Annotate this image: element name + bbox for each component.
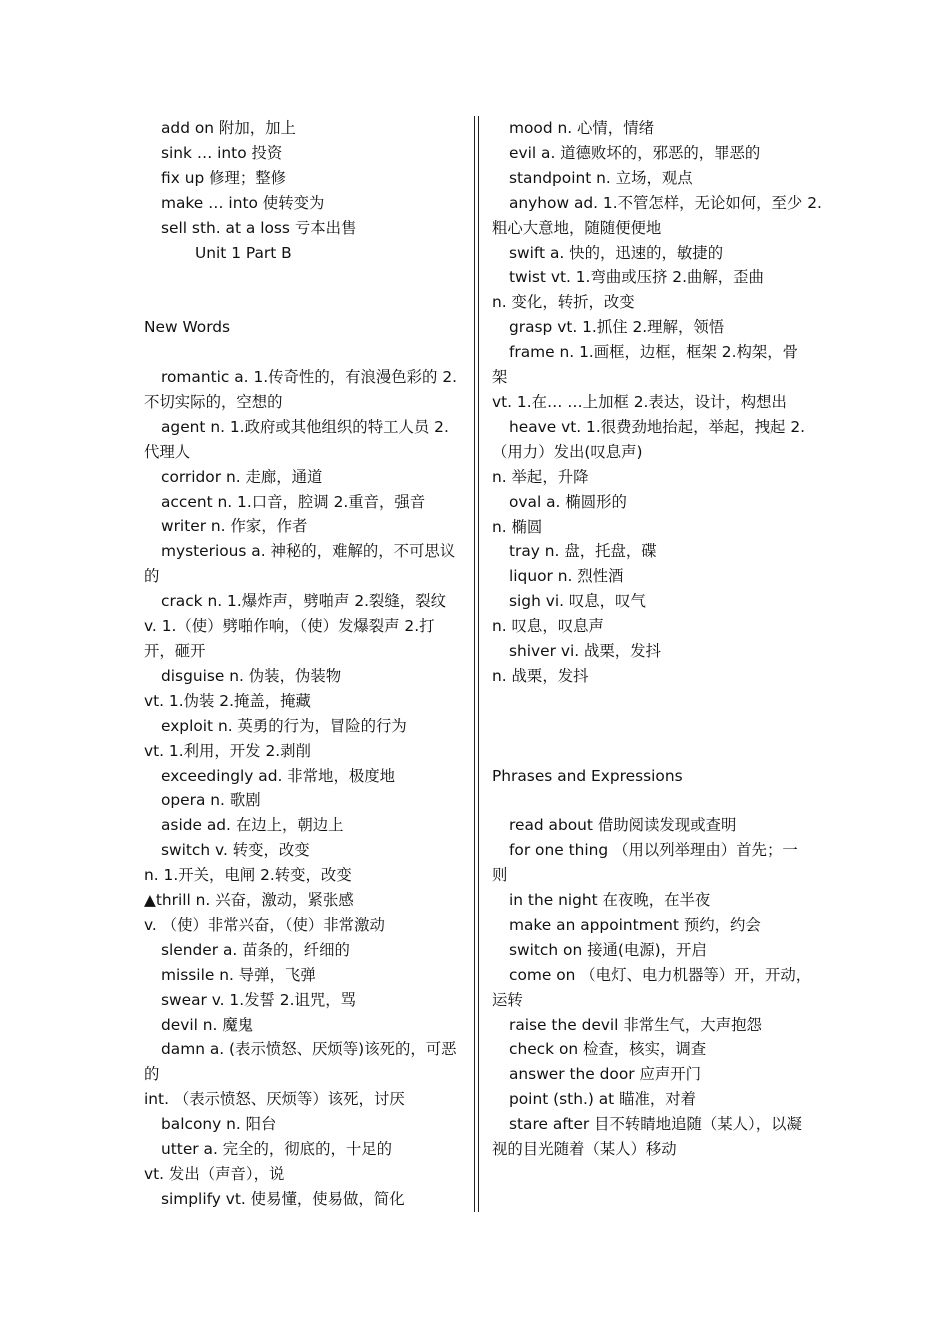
text-line: switch on 接通(电源)，开启 <box>509 940 707 959</box>
text-line: New Words <box>144 318 231 337</box>
text-line: 架 <box>492 368 508 387</box>
text-line: heave vt. 1.很费劲地抬起，举起，拽起 2. <box>509 417 805 436</box>
text-line: vt. 1.利用，开发 2.剥削 <box>144 741 311 760</box>
text-line: in the night 在夜晚，在半夜 <box>509 891 711 910</box>
blank-line <box>144 265 462 290</box>
text-line: romantic a. 1.传奇性的，有浪漫色彩的 2. <box>161 368 458 387</box>
text-line: anyhow ad. 1.不管怎样，无论如何，至少 2. <box>509 193 822 212</box>
text-line: 则 <box>492 866 508 885</box>
text-line: check on 检查，核实，调查 <box>509 1040 707 1059</box>
blank-line <box>492 689 814 714</box>
text-line: liquor n. 烈性酒 <box>509 567 624 586</box>
text-line: frame n. 1.画框，边框，框架 2.构架，骨 <box>509 343 799 362</box>
text-line: aside ad. 在边上，朝边上 <box>161 816 344 835</box>
text-line: damn a. (表示愤怒、厌烦等)该死的，可恶 <box>161 1040 457 1059</box>
text-line: vt. 1.在… …上加框 2.表达，设计，构想出 <box>492 392 787 411</box>
text-line: read about 借助阅读发现或查明 <box>509 816 737 835</box>
text-line: for one thing （用以列举理由）首先；一 <box>509 841 798 860</box>
text-line: missile n. 导弹，飞弹 <box>161 965 316 984</box>
text-line: raise the devil 非常生气，大声抱怨 <box>509 1015 762 1034</box>
text-line: n. 举起，升降 <box>492 467 589 486</box>
text-line: 的 <box>144 1065 160 1084</box>
blank-line <box>492 714 814 739</box>
text-line: vt. 1.伪装 2.掩盖，掩藏 <box>144 691 311 710</box>
text-line: answer the door 应声开门 <box>509 1065 702 1084</box>
blank-line <box>144 290 462 315</box>
text-line: ▲thrill n. 兴奋，激动，紧张感 <box>144 891 354 910</box>
text-line: n. 椭圆 <box>492 517 543 536</box>
text-line: n. 变化，转折，改变 <box>492 293 635 312</box>
text-line: exceedingly ad. 非常地，极度地 <box>161 766 396 785</box>
text-line: n. 1.开关，电闸 2.转变，改变 <box>144 866 352 885</box>
column-divider <box>474 116 475 1212</box>
text-line: oval a. 椭圆形的 <box>509 492 627 511</box>
text-line: disguise n. 伪装，伪装物 <box>161 666 342 685</box>
text-line: twist vt. 1.弯曲或压挤 2.曲解，歪曲 <box>509 268 764 287</box>
text-line: crack n. 1.爆炸声，劈啪声 2.裂缝，裂纹 <box>161 592 446 611</box>
text-line: evil a. 道德败坏的，邪恶的，罪恶的 <box>509 143 761 162</box>
left-column <box>144 116 462 1212</box>
text-line: tray n. 盘，托盘，碟 <box>509 542 657 561</box>
text-line: n. 叹息，叹息声 <box>492 617 604 636</box>
text-line: mood n. 心情，情绪 <box>509 119 654 137</box>
text-line: v. 1.（使）劈啪作响，（使）发爆裂声 2.打 <box>144 617 435 636</box>
text-line: agent n. 1.政府或其他组织的特工人员 2. <box>161 417 449 436</box>
text-line: sink … into 投资 <box>161 143 283 162</box>
column-divider <box>478 116 479 1212</box>
text-line: 运转 <box>492 990 523 1009</box>
text-line: 不切实际的，空想的 <box>144 392 283 411</box>
text-line: opera n. 歌剧 <box>161 791 261 810</box>
text-line: fix up 修理；整修 <box>161 168 287 187</box>
text-line: 开，砸开 <box>144 641 206 660</box>
text-line: standpoint n. 立场，观点 <box>509 168 693 187</box>
right-column <box>492 116 822 1162</box>
text-line: point (sth.) at 瞄准，对着 <box>509 1090 697 1109</box>
blank-line <box>492 788 814 813</box>
text-line: 的 <box>144 567 160 586</box>
text-line: utter a. 完全的，彻底的，十足的 <box>161 1140 393 1159</box>
text-line: vt. 发出（声音），说 <box>144 1165 285 1184</box>
text-line: Phrases and Expressions <box>492 766 683 785</box>
text-line: slender a. 苗条的，纤细的 <box>161 940 350 959</box>
text-line: writer n. 作家，作者 <box>161 517 308 536</box>
text-line: make an appointment 预约，约会 <box>509 915 761 934</box>
text-line: stare after 目不转睛地追随（某人），以凝 <box>509 1115 802 1134</box>
text-line: 视的目光随着（某人）移动 <box>492 1140 677 1159</box>
text-line: sell sth. at a loss 亏本出售 <box>161 218 357 237</box>
text-line: accent n. 1.口音，腔调 2.重音，强音 <box>161 492 426 511</box>
text-line: 粗心大意地，随随便便地 <box>492 218 662 237</box>
blank-line <box>144 340 462 365</box>
text-line: （用力）发出(叹息声) <box>492 442 643 461</box>
blank-line <box>492 739 814 764</box>
text-line: grasp vt. 1.抓住 2.理解，领悟 <box>509 318 725 337</box>
text-line: corridor n. 走廊，通道 <box>161 467 323 486</box>
text-line: v. （使）非常兴奋，（使）非常激动 <box>144 915 385 934</box>
text-line: Unit 1 Part B <box>195 243 292 262</box>
text-line: n. 战栗，发抖 <box>492 666 589 685</box>
text-line: swear v. 1.发誓 2.诅咒，骂 <box>161 990 357 1009</box>
text-line: devil n. 魔鬼 <box>161 1015 254 1034</box>
text-line: int. （表示愤怒、厌烦等）该死，讨厌 <box>144 1090 405 1109</box>
text-line: shiver vi. 战栗，发抖 <box>509 642 661 661</box>
text-line: swift a. 快的，迅速的，敏捷的 <box>509 243 724 262</box>
text-line: balcony n. 阳台 <box>161 1115 277 1134</box>
text-line: simplify vt. 使易懂，使易做，简化 <box>161 1189 405 1208</box>
text-line: make … into 使转变为 <box>161 193 325 212</box>
text-line: exploit n. 英勇的行为，冒险的行为 <box>161 716 407 735</box>
text-line: come on （电灯、电力机器等）开，开动， <box>509 965 812 984</box>
text-line: mysterious a. 神秘的，难解的，不可思议 <box>161 542 456 561</box>
text-line: switch v. 转变，改变 <box>161 841 310 860</box>
text-line: sigh vi. 叹息，叹气 <box>509 592 646 611</box>
text-line: add on 附加，加上 <box>161 119 296 137</box>
text-line: 代理人 <box>144 442 191 461</box>
